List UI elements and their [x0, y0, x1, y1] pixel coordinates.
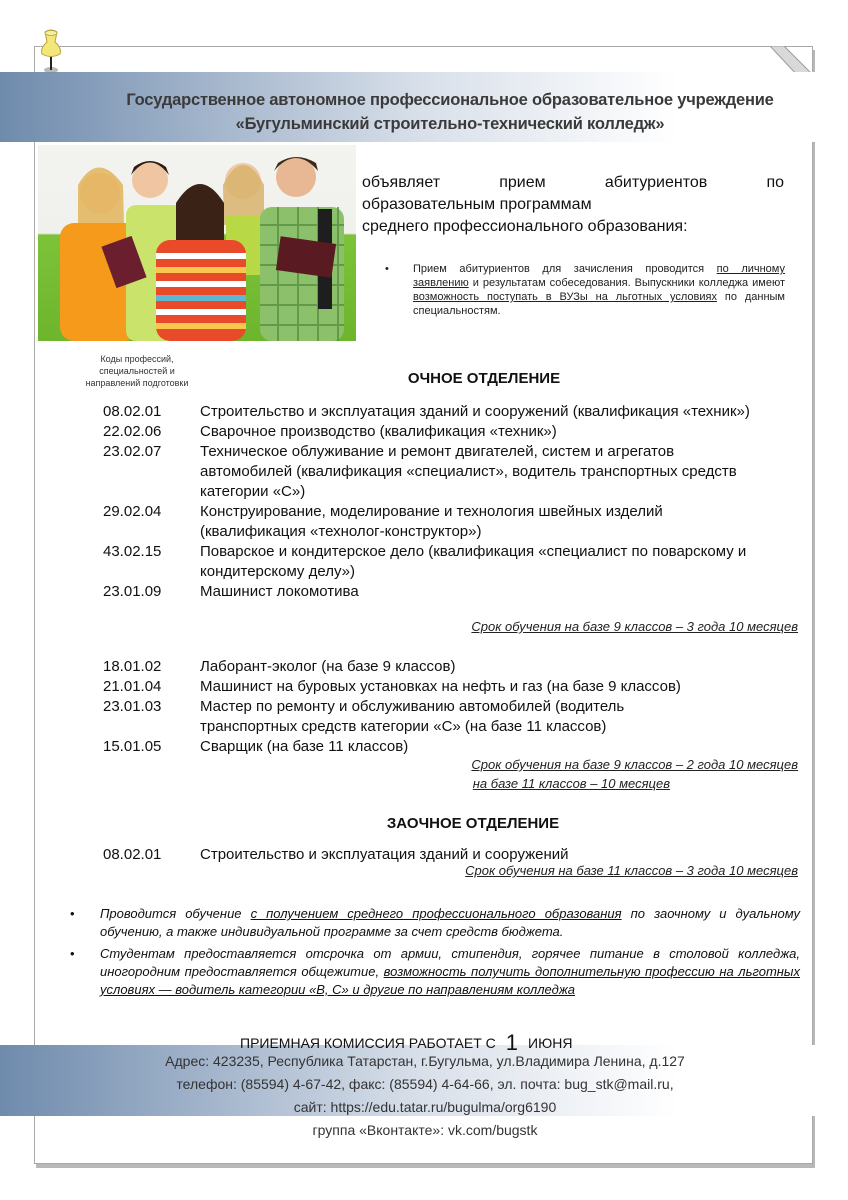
bullet-icon: •: [70, 946, 75, 961]
program-name: Лаборант-эколог (на базе 9 классов): [200, 658, 456, 675]
phones-email[interactable]: телефон: (85594) 4-67-42, факс: (85594) 4-64-66, эл. почта: bug_stk@mail.ru,: [176, 1076, 674, 1092]
start-day: 1: [505, 1030, 519, 1055]
website-link[interactable]: сайт: https://edu.tatar.ru/bugulma/org6190: [293, 1099, 557, 1115]
program-name: Строительство и эксплуатация зданий и сооружений (квалификация «техник»): [200, 403, 750, 420]
program-name: Машинист локомотива: [200, 583, 359, 600]
program-row: [103, 542, 803, 582]
intro-line3: среднего профессионального образования:: [362, 218, 688, 235]
program-name: Поварское и кондитерское дело (квалификация «специалист по поварскому и кондитерскому делу»): [200, 543, 747, 580]
program-row: [103, 402, 803, 422]
program-code: 15.01.05: [103, 738, 162, 755]
program-name: Конструирование, моделирование и технология швейных изделий (квалификация «технолог-конструктор»): [200, 503, 663, 540]
full-time-program-list-2: [103, 657, 803, 757]
bullet-icon: •: [385, 263, 389, 275]
vk-group-link[interactable]: группа «Вконтакте»: vk.com/bugstk: [312, 1122, 538, 1138]
notice-text: Прием абитуриентов для зачисления проводится по личному заявлению и результатам собеседования. Выпускники колледжа имеют возможность поступать в ВУЗы на льготных условиях по данным специальностям.: [413, 263, 785, 317]
students-illustration: [38, 145, 356, 341]
study-term-note-9: Срок обучения на базе 9 классов – 2 года 10 месяцев: [471, 757, 798, 772]
admission-commission-notice: ПРИЕМНАЯ КОМИССИЯ РАБОТАЕТ С 1 ИЮНЯ: [240, 1030, 573, 1055]
program-code: 43.02.15: [103, 543, 162, 560]
program-row: [103, 422, 803, 442]
program-row: [103, 502, 803, 542]
program-row: [103, 657, 803, 677]
students-photo: [38, 145, 356, 341]
program-name: Строительство и эксплуатация зданий и сооружений: [200, 846, 569, 863]
institution-title-line1: Государственное автономное профессиональное образовательное учреждение: [126, 91, 774, 109]
program-name: Сварочное производство (квалификация «техник»): [200, 423, 557, 440]
contact-info: [90, 1050, 760, 1142]
study-term-note: Срок обучения на базе 9 классов – 3 года 10 месяцев: [471, 619, 798, 634]
program-code: 21.01.04: [103, 678, 162, 695]
part-time-title: ЗАОЧНОЕ ОТДЕЛЕНИЕ: [386, 815, 560, 832]
bullet-icon: •: [70, 906, 75, 921]
benefit-item: • Студентам предоставляется отсрочка от армии, стипендия, горячее питание в столовой колледжа, иногородним предоставляется общежитие, возможность получить дополнительную профессию на льготных условиях — водитель категории «В, С» и другие по направлениям колледжа: [70, 946, 800, 997]
institution-title-line2: «Бугульминский строительно-технический колледж»: [235, 115, 665, 133]
program-row: [103, 697, 803, 737]
program-code: 23.01.09: [103, 583, 162, 600]
program-code: 23.02.07: [103, 443, 162, 460]
codes-column-caption: Коды профессий, специальностей и направлений подготовки: [85, 354, 189, 388]
institution-title: [100, 88, 800, 136]
program-name: Техническое облуживание и ремонт двигателей, систем и агрегатов автомобилей (квалификация «специалист», водитель транспортных средств категории «С»): [200, 443, 737, 500]
intro-text: [362, 172, 784, 238]
program-code: 08.02.01: [103, 846, 162, 863]
pushpin-icon: [36, 28, 66, 74]
program-name: Машинист на буровых установках на нефть и газ (на базе 9 классов): [200, 678, 681, 695]
intro-line2: образовательным программам: [362, 196, 592, 213]
program-name: Сварщик (на базе 11 классов): [200, 738, 409, 755]
program-row: [103, 442, 803, 502]
study-term-note-11: на базе 11 классов – 10 месяцев: [472, 776, 670, 791]
intro-line1: объявляет прием абитуриентов по: [362, 174, 785, 191]
program-code: 23.01.03: [103, 698, 162, 715]
program-code: 18.01.02: [103, 658, 162, 675]
program-name: Мастер по ремонту и обслуживанию автомобилей (водитель транспортных средств категории «С» (на базе 11 классов): [200, 698, 625, 735]
program-row: [103, 677, 803, 697]
program-row: [103, 582, 803, 602]
program-row: [103, 737, 803, 757]
full-time-title: ОЧНОЕ ОТДЕЛЕНИЕ: [407, 370, 561, 387]
program-code: 22.02.06: [103, 423, 162, 440]
study-term-note-part-time: Срок обучения на базе 11 классов – 3 года 10 месяцев: [465, 863, 798, 878]
program-code: 08.02.01: [103, 403, 162, 420]
benefits-list: [70, 905, 800, 1003]
benefit-item: • Проводится обучение с получением среднего профессионального образования по заочному и дуальному обучению, а также индивидуальной программе за счет средств бюджета.: [70, 906, 800, 939]
program-code: 29.02.04: [103, 503, 162, 520]
full-time-program-list: [103, 402, 803, 602]
address: Адрес: 423235, Республика Татарстан, г.Бугульма, ул.Владимира Ленина, д.127: [165, 1053, 685, 1069]
